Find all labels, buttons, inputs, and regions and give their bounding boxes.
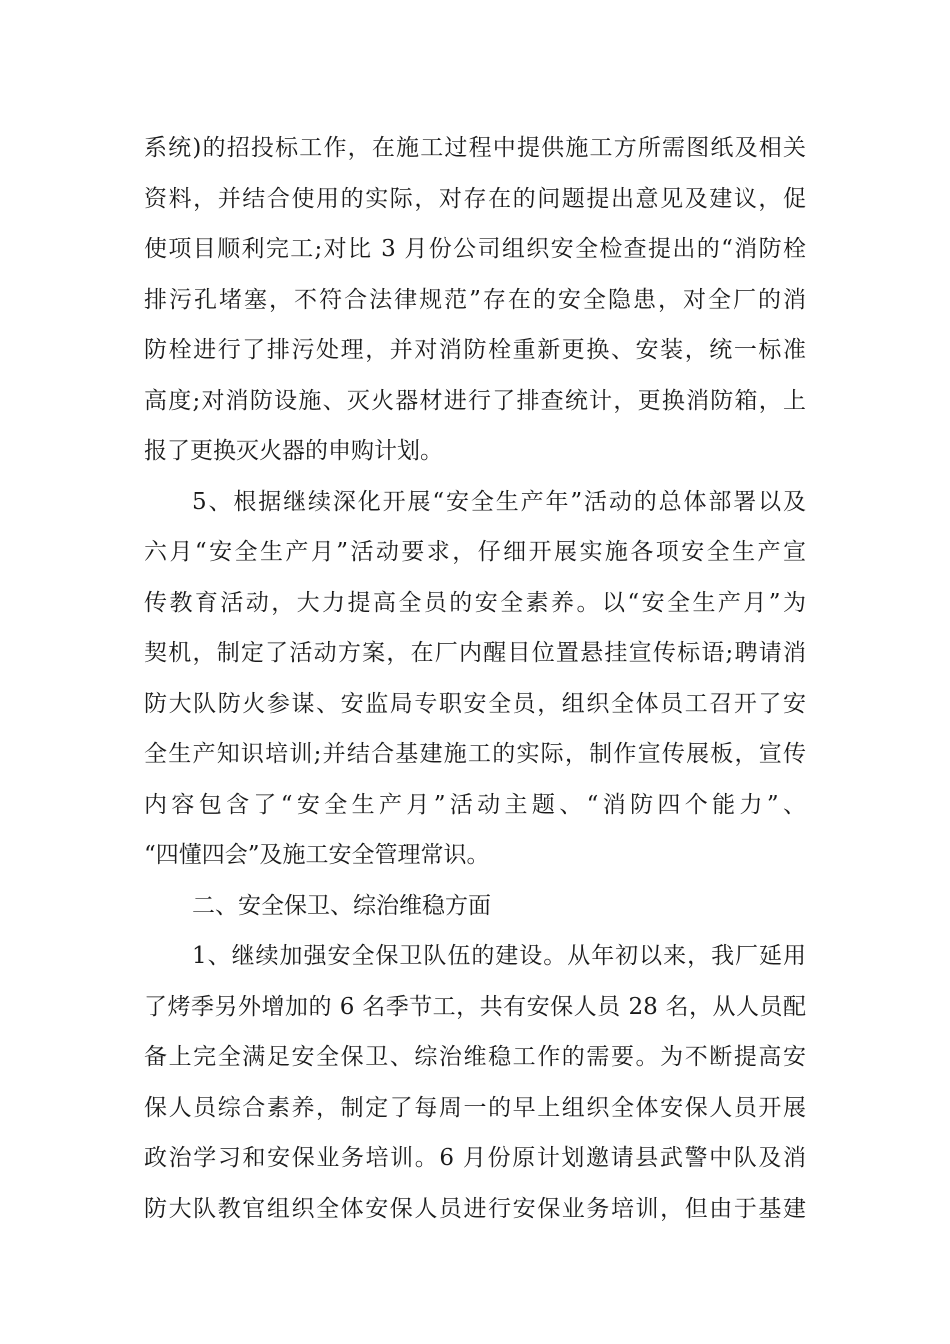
document-page bbox=[144, 123, 806, 1234]
text-line: 防大队防火参谋、安监局专职安全员，组织全体员工召开了安 bbox=[144, 690, 806, 717]
text-line: 高度;对消防设施、灭火器材进行了排查统计，更换消防箱，上 bbox=[144, 387, 806, 414]
text-line: 资料，并结合使用的实际，对存在的问题提出意见及建议，促 bbox=[144, 185, 806, 212]
text-line: 二、安全保卫、综治维稳方面 bbox=[192, 892, 491, 919]
text-line: 保人员综合素养，制定了每周一的早上组织全体安保人员开展 bbox=[144, 1094, 806, 1121]
text-line: 防大队教官组织全体安保人员进行安保业务培训，但由于基建 bbox=[144, 1195, 806, 1222]
text-line: 1、继续加强安全保卫队伍的建设。从年初以来，我厂延用 bbox=[192, 943, 806, 969]
text-line: “四懂四会”及施工安全管理常识。 bbox=[144, 842, 490, 868]
text-line: 了烤季另外增加的 6 名季节工，共有安保人员 28 名，从人员配 bbox=[144, 993, 806, 1020]
text-line: 5、根据继续深化开展“安全生产年”活动的总体部署以及 bbox=[192, 488, 806, 515]
text-line: 排污孔堵塞，不符合法律规范”存在的安全隐患，对全厂的消 bbox=[144, 286, 806, 313]
text-line: 使项目顺利完工;对比 3 月份公司组织安全检查提出的“消防栓 bbox=[144, 236, 806, 262]
text-line: 六月“安全生产月”活动要求，仔细开展实施各项安全生产宣 bbox=[144, 539, 806, 565]
text-line: 系统)的招投标工作，在施工过程中提供施工方所需图纸及相关 bbox=[144, 135, 806, 161]
text-line: 内容包含了“安全生产月”活动主题、“消防四个能力”、 bbox=[144, 791, 806, 818]
text-line: 报了更换灭火器的申购计划。 bbox=[144, 438, 443, 464]
text-line: 契机，制定了活动方案，在厂内醒目位置悬挂宣传标语;聘请消 bbox=[144, 640, 806, 666]
text-line: 防栓进行了排污处理，并对消防栓重新更换、安装，统一标准 bbox=[144, 337, 806, 363]
text-line: 传教育活动，大力提高全员的安全素养。以“安全生产月”为 bbox=[144, 589, 806, 616]
text-line: 政治学习和安保业务培训。6 月份原计划邀请县武警中队及消 bbox=[144, 1145, 806, 1171]
text-line: 全生产知识培训;并结合基建施工的实际，制作宣传展板，宣传 bbox=[144, 741, 806, 767]
text-line: 备上完全满足安全保卫、综治维稳工作的需要。为不断提高安 bbox=[144, 1044, 806, 1070]
